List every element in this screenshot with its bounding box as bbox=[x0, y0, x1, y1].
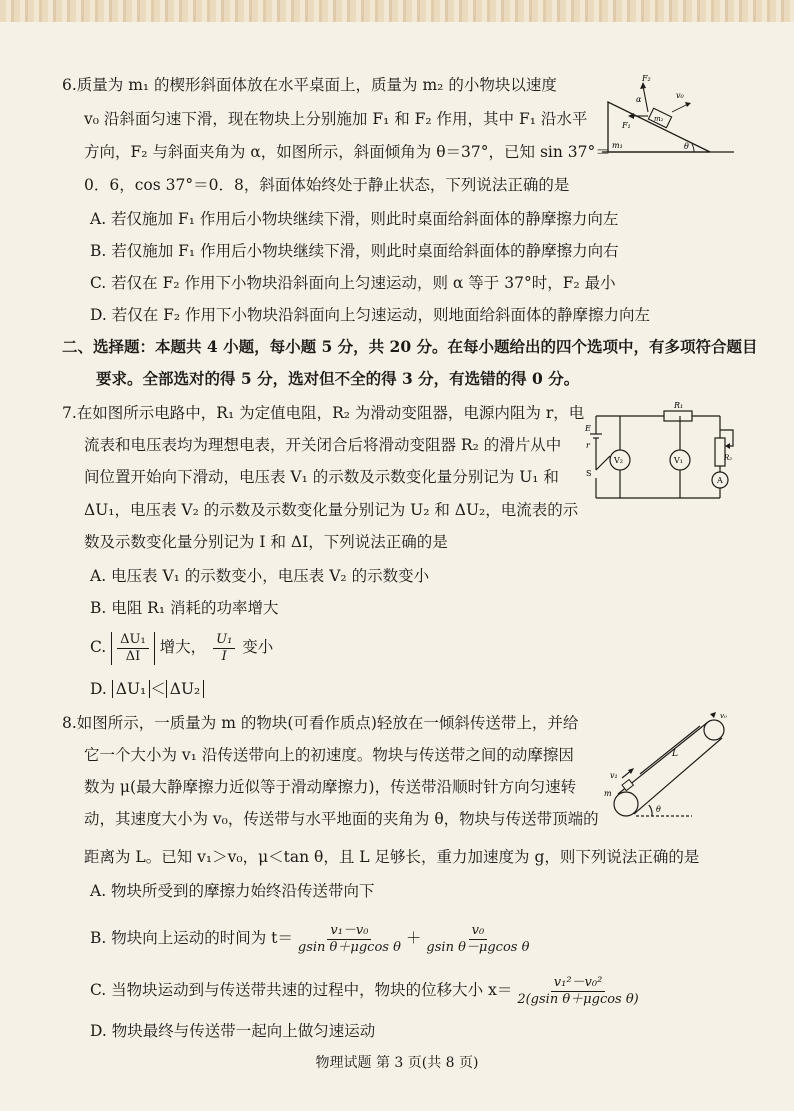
q7-line-4: ΔU₁，电压表 V₂ 的示数及示数变化量分别记为 U₂ 和 ΔU₂，电流表的示 bbox=[84, 501, 579, 519]
q8-line-3: 数为 μ(最大静摩擦力近似等于滑动摩擦力)，传送带沿顺时针方向匀速转 bbox=[84, 778, 577, 796]
fig7-label-v1: V₁ bbox=[674, 456, 683, 465]
q8-b-frac2-num: v₀ bbox=[469, 923, 488, 940]
q8-line-4: 动，其速度大小为 v₀，传送带与水平地面的夹角为 θ，物块与传送带顶端的 bbox=[84, 810, 599, 828]
q7-option-c bbox=[90, 630, 273, 664]
section-2-line-2: 要求。全部选对的得 5 分，选对但不全的得 3 分，有选错的得 0 分。 bbox=[96, 369, 580, 388]
q7-c-frac1-num: ΔU₁ bbox=[117, 632, 149, 649]
fig7-label-ammeter: A bbox=[717, 476, 723, 485]
q7-c-label: C. bbox=[90, 638, 107, 656]
scan-edge-band bbox=[0, 0, 794, 22]
q8-c-pre: C. 当物块运动到与传送带共速的过程中，物块的位移大小 x＝ bbox=[90, 981, 513, 999]
q7-c-abs bbox=[111, 632, 155, 665]
q7-d-term-a: ΔU₁ bbox=[112, 680, 150, 698]
q6-line-1: 6.质量为 m₁ 的楔形斜面体放在水平桌面上，质量为 m₂ 的小物块以速度 bbox=[62, 76, 557, 94]
fig8-label-v0: v₀ bbox=[720, 712, 727, 720]
q8-line-5: 距离为 L。已知 v₁＞v₀，μ＜tan θ，且 L 足够长，重力加速度为 g，则下列说法正确的是 bbox=[84, 848, 700, 866]
q8-option-a: A. 物块所受到的摩擦力始终沿传送带向下 bbox=[90, 882, 375, 900]
q8-option-c bbox=[90, 972, 644, 1008]
fig7-label-s: S bbox=[586, 469, 592, 478]
q8-b-pre: B. 物块向上运动的时间为 t＝ bbox=[90, 929, 293, 947]
q6-option-b: B. 若仅施加 F₁ 作用后小物块继续下滑，则此时桌面给斜面体的静摩擦力向右 bbox=[90, 242, 619, 260]
fig6-label-theta: θ bbox=[684, 142, 689, 151]
q7-line-3: 间位置开始向下滑动，电压表 V₁ 的示数及示数变化量分别记为 U₁ 和 bbox=[84, 468, 559, 486]
fig8-label-v1: v₁ bbox=[610, 771, 618, 780]
q6-line-3: 方向，F₂ 与斜面夹角为 α，如图所示，斜面倾角为 θ＝37°，已知 sin 37°＝ bbox=[84, 143, 611, 161]
q6-option-a: A. 若仅施加 F₁ 作用后小物块继续下滑，则此时桌面给斜面体的静摩擦力向左 bbox=[90, 210, 619, 228]
q6-option-d: D. 若仅在 F₂ 作用下小物块沿斜面向上匀速运动，则地面给斜面体的静摩擦力向左 bbox=[90, 306, 651, 324]
q8-b-frac1-num: v₁－v₀ bbox=[327, 923, 371, 940]
q7-c-frac2-den: I bbox=[221, 648, 227, 664]
fig8-label-l: L bbox=[672, 749, 678, 759]
q6-line-4: 0．6，cos 37°＝0．8，斜面体始终处于静止状态，下列说法正确的是 bbox=[84, 176, 570, 194]
q7-option-b: B. 电阻 R₁ 消耗的功率增大 bbox=[90, 599, 279, 617]
fig6-label-f2: F₂ bbox=[642, 74, 651, 83]
fig7-label-v2: V₂ bbox=[614, 456, 623, 465]
q7-line-5: 数及示数变化量分别记为 I 和 ΔI，下列说法正确的是 bbox=[84, 533, 448, 551]
fig6-label-v0: v₀ bbox=[676, 91, 684, 100]
fig7-label-r2: R₂ bbox=[724, 454, 733, 462]
circuit-figure bbox=[584, 398, 734, 510]
q7-c-mid: 增大， bbox=[159, 638, 207, 656]
q8-line-2: 它一个大小为 v₁ 沿传送带向上的初速度。物块与传送带之间的动摩擦因 bbox=[84, 746, 574, 764]
fig7-label-e: E bbox=[585, 424, 591, 433]
q7-c-post: 变小 bbox=[242, 638, 274, 656]
conveyor-figure bbox=[596, 708, 738, 826]
q7-d-lt: ＜ bbox=[150, 680, 166, 698]
section-2-line-1: 二、选择题：本题共 4 小题，每小题 5 分，共 20 分。在每小题给出的四个选项中，有多项符合题目 bbox=[62, 337, 758, 356]
incline-figure bbox=[598, 72, 738, 162]
fig7-label-r: r bbox=[586, 441, 590, 450]
q7-c-frac1-den: ΔI bbox=[125, 648, 141, 664]
q8-option-b bbox=[90, 920, 534, 956]
q8-c-frac-den: 2(gsin θ＋μgcos θ) bbox=[517, 991, 639, 1007]
q8-b-frac1-den: gsin θ＋μgcos θ bbox=[297, 939, 401, 955]
page-footer: 物理试题 第 3 页(共 8 页) bbox=[315, 1055, 479, 1071]
q7-d-label: D. bbox=[90, 680, 107, 698]
fig7-label-r1: R₁ bbox=[674, 401, 684, 410]
q7-option-a: A. 电压表 V₁ 的示数变小，电压表 V₂ 的示数变小 bbox=[90, 567, 430, 585]
fig8-label-theta: θ bbox=[656, 805, 661, 814]
q7-line-2: 流表和电压表均为理想电表，开关闭合后将滑动变阻器 R₂ 的滑片从中 bbox=[84, 436, 562, 454]
fig6-label-alpha: α bbox=[636, 95, 642, 104]
q8-b-plus: ＋ bbox=[405, 929, 422, 947]
fig8-label-m: m bbox=[604, 789, 612, 798]
fig6-label-m1: m₁ bbox=[612, 141, 623, 150]
q8-b-frac2-den: gsin θ－μgcos θ bbox=[426, 939, 530, 955]
q6-line-2: v₀ 沿斜面匀速下滑，现在物块上分别施加 F₁ 和 F₂ 作用，其中 F₁ 沿水平 bbox=[84, 110, 588, 128]
q6-option-c: C. 若仅在 F₂ 作用下小物块沿斜面向上匀速运动，则 α 等于 37°时，F₂ 最小 bbox=[90, 274, 616, 292]
fig6-label-m2: m₂ bbox=[654, 115, 664, 123]
q8-option-d: D. 物块最终与传送带一起向上做匀速运动 bbox=[90, 1022, 376, 1040]
q7-d-term-b: ΔU₂ bbox=[166, 680, 204, 698]
q7-c-frac2-num: U₁ bbox=[213, 632, 235, 649]
q7-line-1: 7.在如图所示电路中，R₁ 为定值电阻，R₂ 为滑动变阻器，电源内阻为 r，电 bbox=[62, 404, 585, 422]
fig6-label-f1: F₁ bbox=[622, 121, 631, 130]
q8-line-1: 8.如图所示，一质量为 m 的物块(可看作质点)轻放在一倾斜传送带上，并给 bbox=[62, 714, 579, 732]
q7-option-d bbox=[90, 678, 204, 700]
q8-c-frac-num: v₁²－v₀² bbox=[551, 975, 606, 992]
